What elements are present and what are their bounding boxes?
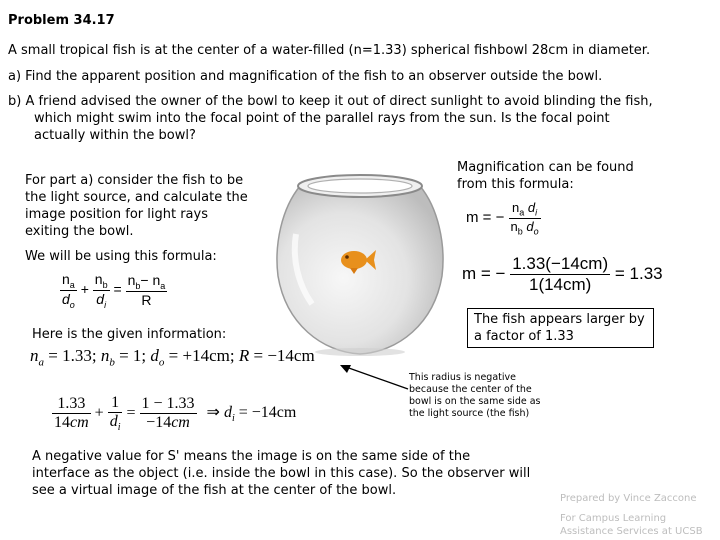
magnification-calculation: m = − $\frac{1.33(-14cm)}{1(14cm)}$ = 1.33: [462, 254, 663, 294]
given-nb: 1: [132, 346, 142, 365]
part-b-line3: actually within the bowl?: [34, 128, 196, 143]
result-box: The fish appears larger by a factor of 1.33: [467, 308, 654, 348]
problem-intro: A small tropical fish is at the center of a water-filled (n=1.33) spherical fishbowl 28cm in diameter.: [8, 43, 651, 58]
radius-note: This radius is negative because the center of the bowl is on the same side as the light source (the fish): [409, 372, 541, 419]
part-b-line1: b) A friend advised the owner of the bowl to keep it out of direct sunlight to avoid blinding the fish,: [8, 94, 653, 109]
magnification-formula: m = − $\frac{n_a d_i}{n_b d_o}$: [466, 200, 539, 237]
image-position-equation: $\frac{1.33}{14cm}$ + $\frac{1}{d_i}$ = $\frac{1 - 1.33}{-14cm}$ ⇒ $d_i = -14cm$: [54, 394, 297, 434]
problem-title: Problem 34.17: [8, 13, 115, 28]
fishbowl-image: [268, 164, 453, 360]
part-a-text: a) Find the apparent position and magnification of the fish to an observer outside the bowl.: [8, 69, 603, 84]
mag-result: 1.33: [629, 263, 663, 283]
given-values: $n_a = 1.33$; $n_b = 1$; $d_o = +14cm$; R = −14cm: [30, 346, 315, 369]
formula-note: We will be using this formula:: [25, 249, 217, 264]
arrow-icon: [338, 362, 410, 392]
credit-line1: Prepared by Vince Zaccone: [560, 493, 697, 504]
conclusion-text: A negative value for S' means the image is on the same side of the interface as the object (i.e. inside the bowl in this case). So the observer will see a virtual image of the fish at the center of the bowl.: [32, 449, 531, 498]
left-note: For part a) consider the fish to be the light source, and calculate the image position for light rays exiting the bowl.: [25, 173, 248, 239]
given-do: +14cm: [182, 346, 230, 365]
mag-numerator: 1.33(−14cm): [512, 254, 609, 273]
given-r: −14cm: [267, 346, 315, 365]
part-b-line2: which might swim into the focal point of the parallel rays from the sun. Is the focal point: [34, 111, 610, 126]
refraction-formula: $\frac{n_a}{d_o}$ + $\frac{n_b}{d_i}$ = $\frac{n_b- n_a}{R}$: [62, 271, 166, 310]
credit-line3: Assistance Services at UCSB: [560, 526, 703, 537]
given-note: Here is the given information:: [32, 327, 227, 342]
credit-line2: For Campus Learning: [560, 513, 667, 524]
mag-denominator: 1(14cm): [528, 275, 592, 294]
image-result: −14cm: [251, 404, 297, 422]
magnification-note: Magnification can be found from this formula:: [457, 160, 634, 192]
given-na: 1.33: [62, 346, 92, 365]
